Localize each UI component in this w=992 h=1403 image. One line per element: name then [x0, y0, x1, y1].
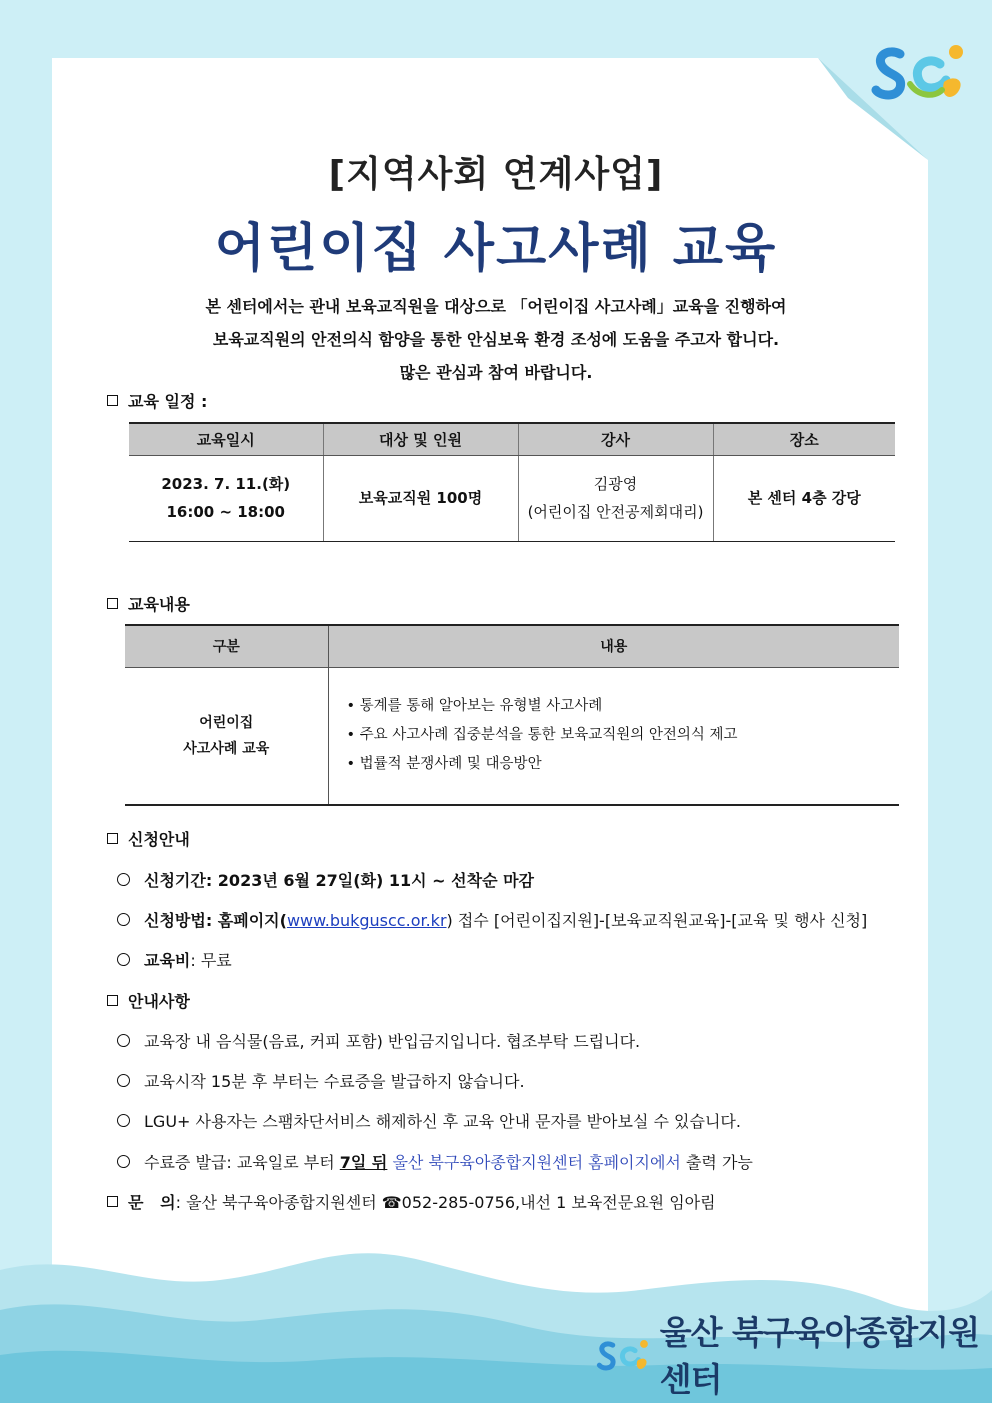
column-header: 대상 및 인원	[323, 423, 518, 455]
schedule-date: 2023. 7. 11.(화)	[161, 475, 291, 493]
footer-brand	[596, 1313, 992, 1399]
schedule-instructor-cell	[518, 455, 713, 541]
application-period	[117, 868, 534, 891]
schedule-place-cell: 본 센터 4층 강당	[713, 455, 895, 541]
note-text: 교육시작 15분 후 부터는 수료증을 발급하지 않습니다.	[144, 1072, 525, 1091]
column-header: 장소	[713, 423, 895, 455]
section-heading: 교육내용	[128, 595, 190, 614]
content-table	[125, 624, 899, 806]
list-item: • 주요 사고사례 집중분석을 통한 보육교직원의 안전의식 제고	[346, 727, 738, 744]
center-logo-icon	[596, 1326, 652, 1382]
page-title: 어린이집 사고사례 교육	[214, 219, 778, 279]
checkbox-square-icon	[107, 395, 118, 406]
schedule-table	[129, 422, 895, 542]
schedule-time: 16:00 ~ 18:00	[166, 503, 285, 521]
table-row	[129, 455, 895, 541]
column-header: 교육일시	[129, 423, 323, 455]
column-header: 강사	[518, 423, 713, 455]
schedule-datetime-cell	[129, 455, 323, 541]
circle-bullet-icon	[117, 1114, 130, 1127]
item-value: : 무료	[190, 951, 232, 970]
intro-line: 보육교직원의 안전의식 함양을 통한 안심보육 환경 조성에 도움을 주고자 합니다.	[212, 330, 780, 349]
checkbox-square-icon	[107, 833, 118, 844]
section-schedule	[107, 389, 207, 412]
circle-bullet-icon	[117, 953, 130, 966]
column-header: 구분	[125, 625, 328, 667]
item-label: 교육비	[144, 951, 191, 970]
section-heading: 교육 일정 :	[128, 392, 208, 411]
circle-bullet-icon	[117, 1074, 130, 1087]
circle-bullet-icon	[117, 1034, 130, 1047]
center-logo-icon	[870, 34, 970, 106]
application-method	[117, 908, 867, 931]
footer-org-name: 울산 북구육아종합지원센터	[659, 1313, 980, 1399]
list-item: • 통계를 통해 알아보는 유형별 사고사례	[346, 698, 603, 715]
circle-bullet-icon	[117, 873, 130, 886]
section-notes	[107, 989, 190, 1012]
contact-value: : 울산 북구육아종합지원센터 ☎052-285-0756,내선 1 보육전문요원 임아림	[175, 1193, 716, 1212]
note-text: LGU+ 사용자는 스팸차단서비스 해제하신 후 교육 안내 문자를 받아보실 수 있습니다.	[144, 1112, 741, 1131]
instructor-name: 김광영	[593, 475, 638, 493]
section-application	[107, 827, 190, 850]
content-items-cell	[328, 667, 899, 805]
item-value: : 홈페이지(	[205, 911, 287, 930]
item-value: : 2023년 6월 27일(화) 11시 ~ 선착순 마감	[205, 871, 535, 890]
page-subtitle: [지역사회 연계사업]	[328, 154, 664, 195]
table-header-row	[125, 625, 899, 667]
checkbox-square-icon	[107, 1196, 118, 1207]
intro-text	[0, 290, 992, 389]
note-item	[117, 1069, 525, 1092]
intro-line: 많은 관심과 참여 바랍니다.	[399, 363, 593, 382]
schedule-target-cell: 보육교직원 100명	[323, 455, 518, 541]
checkbox-square-icon	[107, 995, 118, 1006]
column-header: 내용	[328, 625, 899, 667]
application-fee	[117, 948, 232, 971]
instructor-org: (어린이집 안전공제회대리)	[527, 503, 704, 521]
circle-bullet-icon	[117, 1155, 130, 1168]
list-item: • 법률적 분쟁사례 및 대응방안	[346, 756, 542, 773]
category-line: 어린이집	[199, 714, 254, 731]
item-label: 신청방법	[144, 911, 206, 930]
circle-bullet-icon	[117, 913, 130, 926]
table-header-row	[129, 423, 895, 455]
section-content	[107, 592, 190, 615]
note-item	[117, 1029, 640, 1052]
note-text: 수료증 발급: 교육일로 부터	[144, 1153, 340, 1172]
intro-line: 본 센터에서는 관내 보육교직원을 대상으로 「어린이집 사고사례」교육을 진행하여	[205, 297, 787, 316]
section-heading: 신청안내	[128, 830, 190, 849]
checkbox-square-icon	[107, 598, 118, 609]
note-item	[117, 1150, 753, 1173]
note-emphasis: 7일 뒤	[339, 1153, 388, 1172]
note-highlight: 울산 북구육아종합지원센터 홈페이지에서	[387, 1153, 681, 1172]
category-line: 사고사례 교육	[183, 740, 270, 757]
content-category-cell	[125, 667, 328, 805]
note-text: 교육장 내 음식물(음료, 커피 포함) 반입금지입니다. 협조부탁 드립니다.	[144, 1032, 641, 1051]
section-heading: 안내사항	[128, 992, 190, 1011]
note-text: 출력 가능	[680, 1153, 753, 1172]
item-label: 신청기간	[144, 871, 206, 890]
table-row	[125, 667, 899, 805]
contact-label: 문 의	[128, 1193, 176, 1212]
homepage-link[interactable]: www.bukguscc.or.kr	[286, 911, 447, 930]
contact-line	[107, 1190, 716, 1213]
item-value: ) 접수 [어린이집지원]-[보육교직원교육]-[교육 및 행사 신청]	[446, 911, 868, 930]
note-item	[117, 1109, 741, 1132]
